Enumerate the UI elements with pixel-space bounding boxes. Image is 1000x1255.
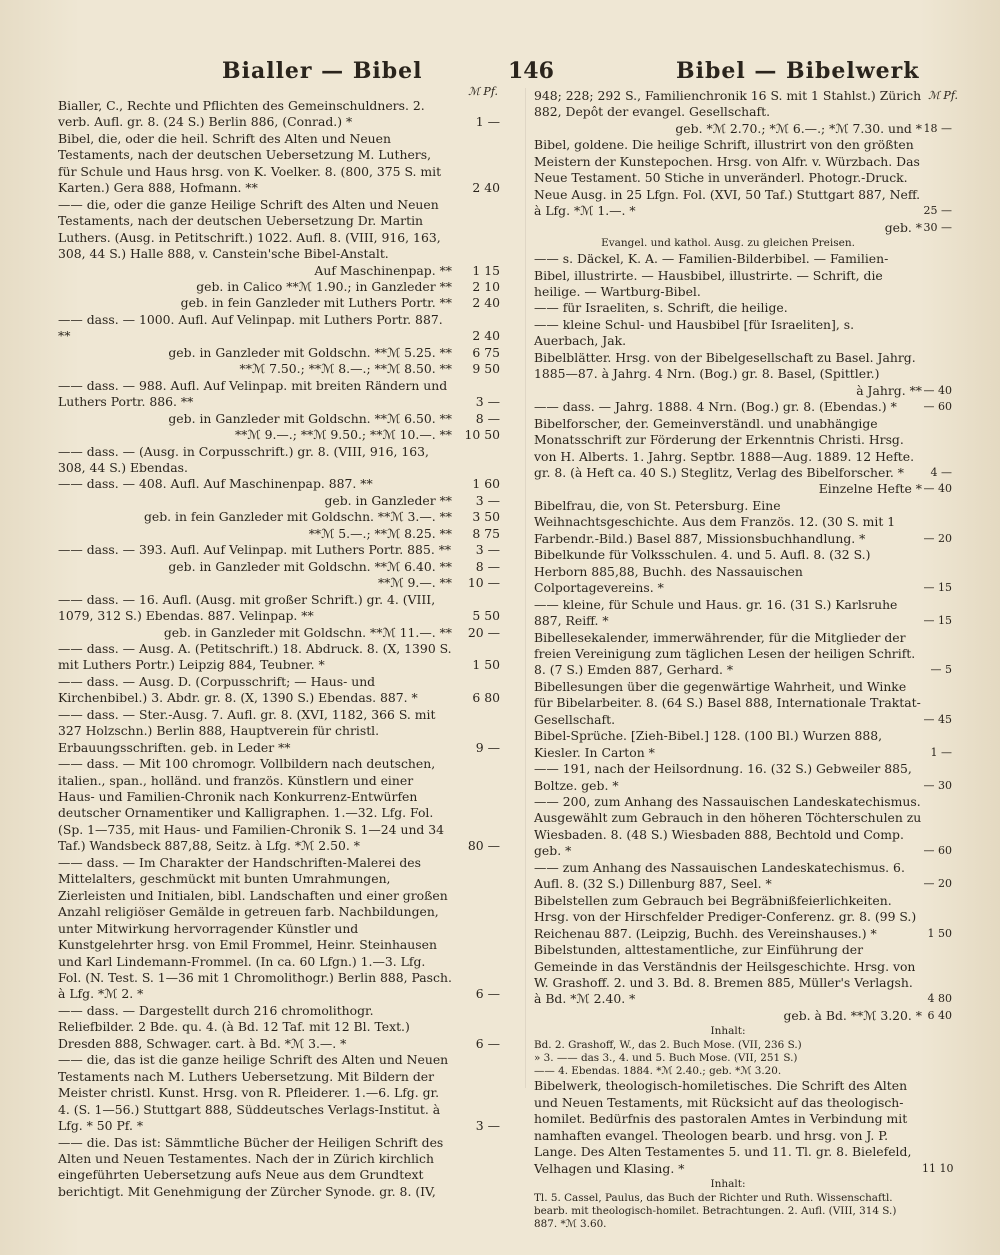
catalog-entry [58, 378, 500, 411]
catalog-entry [534, 942, 952, 1008]
entry-price: 4 80 [927, 992, 952, 1006]
entry-text: Bibelblätter. Hrsg. von der Bibelgesellschaft zu Basel. Jahrg. 1885—87. à Jahrg. 4 Nrn. (Bog.) gr. 8. Basel, (Spittler.) [534, 349, 916, 382]
entry-text: Bibelstellen zum Gebrauch bei Begräbnißfeierlichkeiten. Hrsg. von der Hirschfelder Prediger-Conferenz. gr. 8. (99 S.) Reichenau 887. (Leipzig, Buchh. des Vereinshauses.) * [534, 892, 917, 941]
entry-price: 30 — [923, 220, 952, 234]
catalog-entry [58, 509, 500, 525]
entry-text: geb. in fein Ganzleder mit Goldschn. **ℳ 3.—. ** [143, 509, 452, 525]
entry-price: 9 — [475, 739, 500, 755]
page-number: 146 [508, 58, 554, 84]
catalog-entry [58, 559, 500, 575]
entry-text: —— dass. — 1000. Aufl. Auf Velinpap. mit Luthers Portr. 887. ** [58, 311, 443, 344]
catalog-entry [534, 416, 952, 482]
catalog-entry [58, 98, 500, 131]
entry-price: 8 75 [472, 525, 500, 541]
catalog-entry [534, 498, 952, 547]
entry-text: 948; 228; 292 S., Familienchronik 16 S. mit 1 Stahlst.) Zürich 882, Depôt der evangel. Gesellschaft. [534, 88, 922, 120]
entry-text: —— dass. — Mit 100 chromogr. Vollbildern nach deutschen, italien., span., holländ. und französ. Künstlern und einer Haus- und Familien-Chronik nach Konkurrenz-Entwürfen deutscher Ornamentiker und Kalligraphen. 1.—32. Lfg. Fol. (Sp. 1—735, mit Haus- und Familien-Chronik S. 1—24 und 34 Taf.) Wandsbeck 887,88, Seitz. à Lfg. *ℳ 2.50. * [58, 756, 445, 854]
entry-price: 8 — [475, 558, 500, 574]
entry-text: Bd. 2. Grashoff, W., das 2. Buch Mose. (VII, 236 S.) [534, 1039, 802, 1052]
entry-price: 3 — [475, 492, 500, 508]
entry-price: 6 — [475, 1035, 500, 1051]
catalog-entry [58, 526, 500, 542]
entry-price: 10 50 [464, 427, 500, 443]
entry-price: 1 60 [472, 476, 500, 492]
catalog-entry [534, 350, 952, 383]
entry-text: —— dass. — Im Charakter der Handschriften-Malerei des Mittelalters, geschmückt mit bunten Umrahmungen, Zierleisten und Initialen, bibl. Landschaften und einer großen Anzahl religiöser Gemälde in getreuen farb. Nachbildungen, unter Mitwirkung hervorragender Künstler und Kunstgelehrter hrsg. von Emil Frommel, Heinr. Steinhausen und Karl Lindemann-Frommel. (In ca. 60 Lfgn.) 1.—3. Lfg. Fol. (N. Test. S. 1—36 mit 1 Chromolithogr.) Berlin 888, Pasch. à Lfg. *ℳ 2. * [58, 854, 452, 1002]
entry-text: Bibellesungen über die gegenwärtige Wahrheit, und Winke für Bibelarbeiter. 8. (64 S.) Basel 888, Internationale Traktat-Gesellschaft. [534, 678, 921, 727]
entry-price: 18 — [923, 121, 952, 135]
entry-text: Bibelforscher, der. Gemeinverständl. und unabhängige Monatsschrift zur Förderung der Erkenntnis Christi. Hrsg. von H. Alberts. 1. Jahrg. Septbr. 1888—Aug. 1889. 12 Hefte. gr. 8. (à Heft ca. 40 S.) Steglitz, Verlag des Bibelforscher. * [534, 415, 915, 480]
entry-text: —— 200, zum Anhang des Nassauischen Landeskatechismus. Ausgewählt zum Gebrauch in den höheren Töchterschulen zu Wiesbaden. 8. (48 S.) Wiesbaden 888, Bechtold und Comp. geb. * [534, 794, 922, 859]
entry-text: Bibelstunden, alttestamentliche, zur Einführung der Gemeinde in das Verständnis der Heilsgeschichte. Hrsg. von W. Grashoff. 2. und 3. Bd. 8. Bremen 885, Müller's Verlagsh. à Bd. *ℳ 2.40. * [534, 942, 916, 1007]
entry-text: Bibel, goldene. Die heilige Schrift, illustrirt von den größten Meistern der Kunstepochen. Hrsg. von Alfr. v. Würzbach. Das Neue Testament. 50 Stiche in unveränderl. Photogr.-Druck. Neue Ausg. in 25 Lfgn. Fol. (XVI, 50 Taf.) Stuttgart 887, Neff. à Lfg. *ℳ 1.—. * [534, 137, 921, 219]
catalog-entry [534, 1024, 952, 1039]
entry-price: 20 — [467, 624, 500, 640]
catalog-entry [58, 493, 500, 509]
entry-price: 3 — [475, 1118, 500, 1134]
entry-text: geb. * [884, 219, 922, 235]
catalog-entry [534, 236, 952, 251]
entry-price: 5 50 [472, 608, 500, 624]
catalog-entry [58, 1003, 500, 1052]
entry-price: — 15 [923, 614, 952, 628]
catalog-entry [534, 383, 952, 399]
entry-price: — 40 [923, 482, 952, 496]
entry-text: —— dass. — Jahrg. 1888. 4 Nrn. (Bog.) gr. 8. (Ebendas.) * [534, 399, 897, 415]
catalog-entry [58, 625, 500, 641]
catalog-entry [58, 295, 500, 311]
entry-price: 1 — [930, 745, 952, 759]
entry-text: —— dass. — 16. Aufl. (Ausg. mit großer Schrift.) gr. 4. (VIII, 1079, 312 S.) Ebendas. 887. Velinpap. ** [58, 591, 436, 624]
entry-price: — 60 [923, 844, 952, 858]
entry-price: — 5 [930, 663, 952, 677]
catalog-entry [58, 756, 500, 855]
entry-price: — 60 [923, 400, 952, 414]
entry-text: Bialler, C., Rechte und Pflichten des Gemeinschuldners. 2. verb. Aufl. gr. 8. (24 S.) Berlin 886, (Conrad.) * [58, 98, 425, 130]
entry-price: 3 — [475, 394, 500, 410]
entry-text: geb. in Ganzleder mit Goldschn. **ℳ 6.50. ** [168, 410, 452, 426]
entry-text: geb. à Bd. **ℳ 3.20. * [783, 1007, 922, 1023]
column-gutter [525, 88, 526, 1088]
entry-text: geb. in fein Ganzleder mit Luthers Portr. ** [180, 295, 452, 311]
catalog-entry [534, 679, 952, 728]
entry-text: **ℳ 9.—.; **ℳ 9.50.; **ℳ 10.—. ** [234, 427, 452, 443]
catalog-entry [534, 220, 952, 236]
entry-text: Bibelkunde für Volksschulen. 4. und 5. Aufl. 8. (32 S.) Herborn 885,88, Buchh. des Nassauischen Colportagevereins. * [534, 547, 871, 596]
right-column [534, 88, 958, 1231]
entry-text: Bibelfrau, die, von St. Petersburg. Eine Weihnachtsgeschichte. Aus dem Französ. 12. (30 S. mit 1 Farbendr.-Bild.) Basel 887, Missionsbuchhandlung. * [534, 497, 896, 546]
entry-text: Bibelwerk, theologisch-homiletisches. Die Schrift des Alten und Neuen Testaments, mit Rücksicht auf das theologisch-homilet. Bedürfnis des pastoralen Amtes in Verbindung mit namhaften evangel. Theologen bearb. und hrsg. von J. P. Lange. Des Alten Testamentes 5. und 11. Tl. gr. 8. Bielefeld, Velhagen und Klasing. * [534, 1078, 912, 1176]
entry-price: 10 — [467, 575, 500, 591]
entry-price: — 15 [923, 581, 952, 595]
catalog-entry [58, 197, 500, 263]
entry-price: 2 40 [472, 295, 500, 311]
entry-text: —— für Israeliten, s. Schrift, die heilige. [534, 300, 788, 316]
entry-text: —— dass. — (Ausg. in Corpusschrift.) gr. 8. (VIII, 916, 163, 308, 44 S.) Ebendas. [58, 443, 429, 475]
catalog-entry [534, 121, 952, 137]
entry-price: 2 40 [472, 328, 500, 344]
catalog-entry [534, 1065, 952, 1078]
entry-price: 4 — [930, 465, 952, 479]
entry-price: 2 10 [472, 278, 500, 294]
entry-text: **ℳ 5.—.; **ℳ 8.25. ** [308, 525, 452, 541]
entry-price: — 40 [923, 383, 952, 397]
catalog-entry [534, 893, 952, 942]
running-head-left: Bialler — Bibel [222, 58, 423, 84]
catalog-entry [58, 263, 500, 279]
catalog-entry [58, 279, 500, 295]
catalog-entry [534, 300, 952, 316]
entry-text: —— dass. — Dargestellt durch 216 chromolithogr. Reliefbilder. 2 Bde. qu. 4. (à Bd. 12 Taf. mit 12 Bl. Text.) Dresden 888, Schwager. cart. à Bd. *ℳ 3.—. * [58, 1002, 410, 1051]
entry-text: —— dass. — 988. Aufl. Auf Velinpap. mit breiten Rändern und Luthers Portr. 886. ** [58, 377, 448, 410]
catalog-entry [534, 1052, 952, 1065]
catalog-entry [58, 641, 500, 674]
catalog-entry [534, 88, 952, 121]
entry-text: —— die. Das ist: Sämmtliche Bücher der Heiligen Schrift des Alten und Neuen Testamentes. Nach der in Zürich kirchlich eingeführten Uebersetzung aufs Neue aus dem Grundtext berichtigt. Mit Genehmigung der Zürcher Synode. gr. 8. (IV, [58, 1134, 444, 1199]
catalog-entry [534, 597, 952, 630]
catalog-entry [58, 131, 500, 197]
catalog-entry [534, 1039, 952, 1052]
catalog-entry [534, 251, 952, 300]
catalog-entry [58, 427, 500, 443]
entry-price: 6 75 [472, 344, 500, 360]
entry-text: Inhalt: [710, 1178, 746, 1191]
entry-price: 80 — [467, 838, 500, 854]
entry-text: —— dass. — 393. Aufl. Auf Velinpap. mit Luthers Portr. 885. ** [58, 542, 452, 558]
running-head-right: Bibel — Bibelwerk [676, 58, 920, 84]
entry-text: » 3. —— das 3., 4. und 5. Buch Mose. (VII, 251 S.) [534, 1052, 798, 1065]
entry-text: Evangel. und kathol. Ausg. zu gleichen Preisen. [601, 237, 855, 250]
entry-price: 2 40 [472, 180, 500, 196]
catalog-entry [58, 707, 500, 756]
entry-text: —— die, oder die ganze Heilige Schrift des Alten und Neuen Testaments, nach der deutschen Uebersetzung Dr. Martin Luthers. (Ausg. in Petitschrift.) 1022. Aufl. 8. (VIII, 916, 163, 308, 44 S.) Halle 888, v. Canstein'sche Bibel-Anstalt. [58, 196, 441, 262]
catalog-entry [534, 137, 952, 219]
entry-price: 1 15 [472, 262, 500, 278]
entry-text: Bibel-Sprüche. [Zieh-Bibel.] 128. (100 Bl.) Wurzen 888, Kiesler. In Carton * [534, 728, 883, 760]
entry-price: 6 — [475, 986, 500, 1002]
entry-price: 1 50 [472, 657, 500, 673]
entry-price: 11 10 [922, 1161, 954, 1175]
catalog-entry [58, 345, 500, 361]
catalog-entry [534, 1177, 952, 1192]
catalog-entry [58, 361, 500, 377]
entry-price: 25 — [923, 204, 952, 218]
entry-price: — 20 [923, 877, 952, 891]
entry-text: Einzelne Hefte * [818, 481, 922, 497]
entry-text: Inhalt: [710, 1025, 746, 1038]
entry-price: 8 — [475, 410, 500, 426]
entry-text: Bibellesekalender, immerwährender, für die Mitglieder der freien Vereinigung zum täglichen Lesen der heiligen Schrift. 8. (7 S.) Emden 887, Gerhard. * [534, 629, 916, 678]
entry-price: 1 — [475, 114, 500, 130]
entry-text: —— dass. — Ster.-Ausg. 7. Aufl. gr. 8. (XVI, 1182, 366 S. mit 327 Holzschn.) Berlin 888, Hauptverein für christl. Erbauungsschriften. geb. in Leder ** [58, 706, 436, 755]
entry-text: geb. in Ganzleder mit Goldschn. **ℳ 5.25. ** [168, 344, 452, 360]
entry-text: geb. in Ganzleder mit Goldschn. **ℳ 11.—. ** [163, 624, 452, 640]
entry-text: Tl. 5. Cassel, Paulus, das Buch der Richter und Ruth. Wissenschaftl. bearb. mit theologisch-homilet. Betrachtungen. 2. Aufl. (VIII, 314 S.) 887. *ℳ 3.60. [534, 1192, 897, 1231]
entry-price: 3 — [475, 542, 500, 558]
catalog-entry [58, 476, 500, 492]
entry-price: 3 50 [472, 509, 500, 525]
entry-text: geb. in Ganzleder ** [324, 492, 452, 508]
entry-text: —— dass. — 408. Aufl. Auf Maschinenpap. 887. ** [58, 476, 373, 492]
entry-price: 1 50 [927, 926, 952, 940]
entry-text: geb. in Ganzleder mit Goldschn. **ℳ 6.40. ** [168, 558, 452, 574]
currency-column-head: ℳ Pf. [928, 89, 958, 102]
entry-text: Bibel, die, oder die heil. Schrift des Alten und Neuen Testaments, nach der deutschen Uebersetzung M. Luthers, für Schule und Haus hrsg. von K. Voelker. 8. (800, 375 S. mit Karten.) Gera 888, Hofmann. ** [58, 130, 442, 196]
catalog-entry [58, 411, 500, 427]
catalog-entry [58, 592, 500, 625]
catalog-entry [534, 317, 952, 350]
entry-text: geb. in Calico **ℳ 1.90.; in Ganzleder ** [196, 278, 452, 294]
catalog-entry [534, 630, 952, 679]
entry-text: —— die, das ist die ganze heilige Schrift des Alten und Neuen Testaments nach M. Luthers Uebersetzung. Mit Bildern der Meister christl. Kunst. Hrsg. von R. Pfleiderer. 1.—6. Lfg. gr. 4. (S. 1—56.) Stuttgart 888, Süddeutsches Verlags-Institut. à Lfg. * 50 Pf. * [58, 1052, 449, 1134]
entry-text: —— kleine, für Schule und Haus. gr. 16. (31 S.) Karlsruhe 887, Reiff. * [534, 596, 898, 629]
entry-price: 6 40 [927, 1008, 952, 1022]
entry-price: — 30 [923, 778, 952, 792]
catalog-entry [58, 444, 500, 477]
catalog-entry [534, 860, 952, 893]
entry-text: à Jahrg. ** [856, 382, 922, 398]
entry-text: —— 191, nach der Heilsordnung. 16. (32 S.) Gebweiler 885, Boltze. geb. * [534, 761, 912, 793]
catalog-entry [534, 547, 952, 596]
catalog-entry [58, 1052, 500, 1134]
catalog-entry [534, 728, 952, 761]
entry-text: —— dass. — Ausg. D. (Corpusschrift; — Haus- und Kirchenbibel.) 3. Abdr. gr. 8. (X, 1390 S.) Ebendas. 887. * [58, 673, 418, 706]
entry-text: geb. *ℳ 2.70.; *ℳ 6.—.; *ℳ 7.30. und * [675, 120, 922, 136]
entry-text: **ℳ 7.50.; **ℳ 8.—.; **ℳ 8.50. ** [239, 361, 452, 377]
entry-text: Auf Maschinenpap. ** [314, 262, 452, 278]
catalog-entry [58, 674, 500, 707]
entry-text: —— kleine Schul- und Hausbibel [für Israeliten], s. Auerbach, Jak. [534, 316, 855, 349]
catalog-entry [58, 542, 500, 558]
catalog-entry [534, 1008, 952, 1024]
entry-price: — 45 [923, 712, 952, 726]
currency-column-head: ℳ Pf. [468, 85, 498, 98]
entry-text: —— dass. — Ausg. A. (Petitschrift.) 18. Abdruck. 8. (X, 1390 S. mit Luthers Portr.) Leipzig 884, Teubner. * [58, 640, 452, 673]
entry-price: — 20 [923, 531, 952, 545]
entry-price: 6 80 [472, 690, 500, 706]
catalog-entry [534, 481, 952, 497]
entry-text: —— zum Anhang des Nassauischen Landeskatechismus. 6. Aufl. 8. (32 S.) Dillenburg 887, Seel. * [534, 859, 905, 892]
catalog-entry [58, 855, 500, 1003]
catalog-entry [534, 1078, 952, 1177]
catalog-entry [58, 312, 500, 345]
catalog-entry [534, 761, 952, 794]
entry-text: **ℳ 9.—. ** [377, 575, 452, 591]
entry-price: 9 50 [472, 361, 500, 377]
catalog-entry [534, 1192, 952, 1231]
catalog-entry [534, 794, 952, 860]
left-column [58, 85, 500, 1200]
catalog-entry [58, 1135, 500, 1201]
entry-text: —— 4. Ebendas. 1884. *ℳ 2.40.; geb. *ℳ 3.20. [534, 1065, 782, 1078]
catalog-entry [534, 399, 952, 415]
catalog-entry [58, 575, 500, 591]
entry-text: —— s. Däckel, K. A. — Familien-Bilderbibel. — Familien-Bibel, illustrirte. — Hausbibel, illustrirte. — Schrift, die heilige. — Wartburg-Bibel. [534, 251, 889, 299]
